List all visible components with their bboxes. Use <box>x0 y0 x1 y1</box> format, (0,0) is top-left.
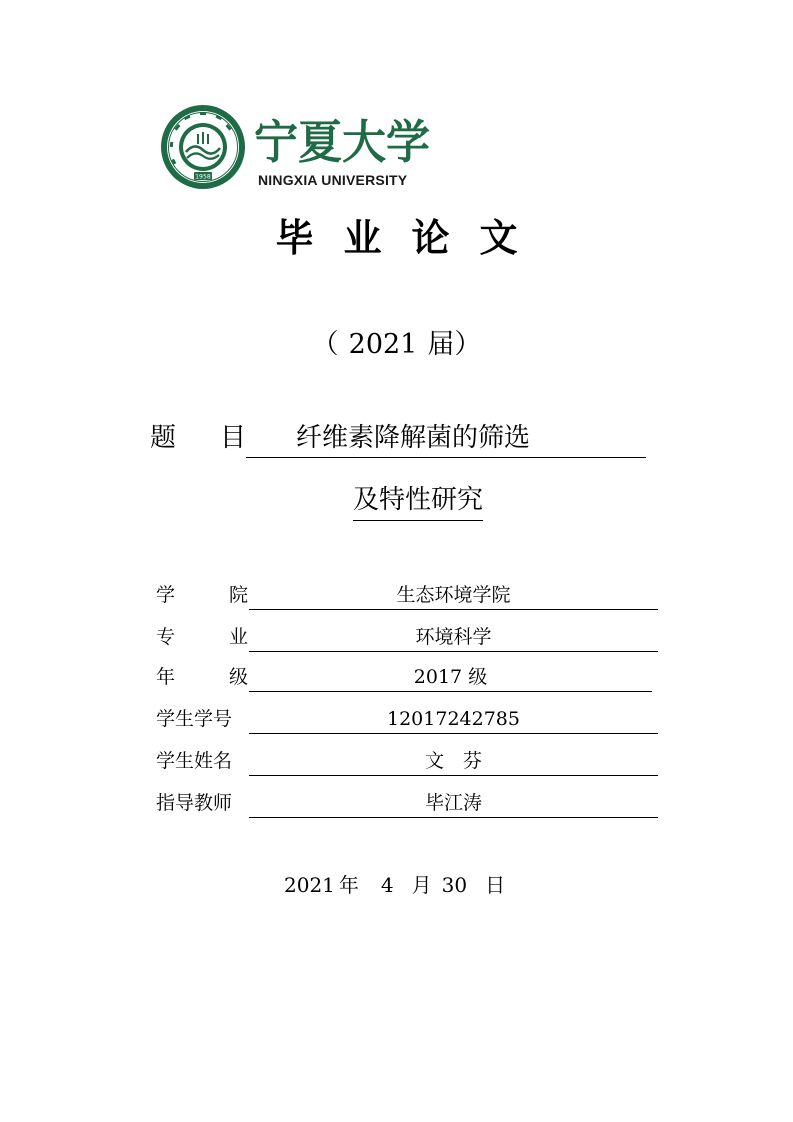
topic-label-char-2: 目 <box>220 423 247 453</box>
logo-en-text: NINGXIA UNIVERSITY <box>258 172 408 188</box>
year-open-paren: （ <box>311 329 339 360</box>
university-seal-icon <box>160 104 246 190</box>
document-title: 毕业论文 <box>275 216 548 260</box>
submission-date <box>284 870 505 900</box>
info-row-college <box>156 580 658 610</box>
info-label-grade <box>156 662 248 692</box>
info-row-grade <box>156 662 658 692</box>
info-label-college-char-2: 院 <box>228 584 248 606</box>
info-label-college <box>156 580 248 610</box>
info-row-student-id <box>156 704 658 734</box>
date-year: 2021 <box>284 873 335 897</box>
info-label-student-id: 学生学号 <box>156 708 233 730</box>
info-value-college: 生态环境学院 <box>249 580 658 610</box>
info-row-major <box>156 622 658 652</box>
seal-year-text: 1958 <box>195 173 211 181</box>
topic-title-line-1: 纤维素降解菌的筛选 <box>246 418 646 458</box>
info-label-major-char-2: 业 <box>228 626 248 648</box>
year-suffix: 届） <box>427 329 482 360</box>
info-label-major-char-1: 专 <box>156 626 176 648</box>
date-day-unit: 日 <box>485 873 506 897</box>
date-month: 4 <box>380 873 394 897</box>
info-value-student-id: 12017242785 <box>249 704 658 734</box>
graduation-year: 2021 <box>348 329 418 360</box>
info-label-college-char-1: 学 <box>156 584 176 606</box>
info-value-advisor: 毕江涛 <box>249 788 658 818</box>
topic-label <box>150 418 246 458</box>
date-day: 30 <box>441 873 468 897</box>
university-wordmark-logo <box>254 104 432 170</box>
topic-label-char-1: 题 <box>150 423 177 453</box>
info-label-major <box>156 622 248 652</box>
info-row-advisor <box>156 788 658 818</box>
info-label-grade-char-2: 级 <box>228 666 248 688</box>
topic-title-line-2: 及特性研究 <box>353 480 483 521</box>
info-value-grade: 2017 级 <box>249 662 652 692</box>
info-value-major: 环境科学 <box>249 622 658 652</box>
info-label-grade-char-1: 年 <box>156 666 176 688</box>
info-row-student-name <box>156 746 658 776</box>
logo-cn-text: 宁夏大学 <box>254 115 430 169</box>
date-year-unit: 年 <box>338 873 359 897</box>
info-label-student-name: 学生姓名 <box>156 750 233 772</box>
date-month-unit: 月 <box>411 873 432 897</box>
graduation-year-line <box>0 325 793 365</box>
info-label-advisor: 指导教师 <box>156 792 233 814</box>
info-value-student-name: 文 芬 <box>249 746 658 776</box>
